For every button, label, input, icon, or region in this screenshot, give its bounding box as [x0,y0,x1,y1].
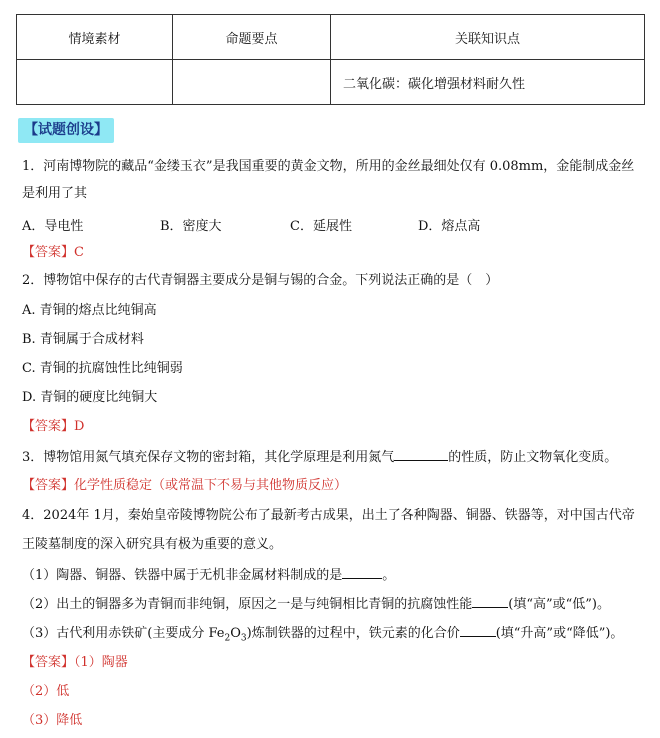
q4-sub3-subscript: 3 [240,633,247,644]
q4-sub3-blank[interactable] [460,624,496,637]
q4-sub1-end: 。 [382,568,396,583]
q1-option-d: D．熔点高 [418,219,481,234]
answer-value: （1）陶器 [74,655,128,670]
knowledge-table [16,14,645,105]
q2-option-c: C. 青铜的抗腐蚀性比纯铜弱 [22,361,183,376]
answer-value: D [74,419,85,434]
q4-sub3-o: O [230,626,241,641]
header-key-points: 命题要点 [173,15,331,60]
q4-stem-line2: 王陵墓制度的深入研究具有极为重要的意义。 [22,537,283,552]
q4-answer-2: （2）低 [22,684,70,699]
q4-sub3-text2: )炼制铁器的过程中，铁元素的化合价 [246,626,460,641]
answer-label: 【答案】 [22,655,75,670]
q1-option-c: C．延展性 [290,219,352,234]
q2-option-a: A. 青铜的熔点比纯铜高 [22,303,157,318]
q3-stem-before: 3．博物馆用氮气填充保存文物的密封箱，其化学原理是利用氮气 [22,450,395,465]
answer-label: 【答案】 [22,419,75,434]
q4-sub2-end: (填“高”或“低”)。 [508,597,611,612]
q4-sub3-text: （3）古代利用赤铁矿(主要成分 Fe [22,626,225,641]
table-row [17,60,645,105]
q2-option-b: B. 青铜属于合成材料 [22,332,144,347]
q3-answer [22,477,347,495]
cell-scenario [17,60,173,105]
q1-option-a: A．导电性 [22,219,84,234]
q4-answer [22,654,128,672]
q1-stem-line2: 是利用了其 [22,186,88,201]
answer-label: 【答案】 [22,245,75,260]
q3-stem-after: 的性质，防止文物氧化变质。 [448,450,618,465]
cell-knowledge: 二氧化碳：碳化增强材料耐久性 [331,60,645,105]
q4-sub2-text: （2）出土的铜器多为青铜而非纯铜，原因之一是与纯铜相比青铜的抗腐蚀性能 [22,597,473,612]
answer-value: C [74,245,84,260]
cell-key-points [173,60,331,105]
q4-sub2 [22,595,610,614]
q4-sub1-text: （1）陶器、铜器、铁器中属于无机非金属材料制成的是 [22,568,343,583]
q4-answer-3: （3）降低 [22,713,83,728]
header-scenario: 情境素材 [17,15,173,60]
q1-answer [22,244,84,262]
section-badge: 【试题创设】 [18,118,114,143]
answer-label: 【答案】 [22,478,75,493]
q2-answer [22,418,84,436]
answer-value: 化学性质稳定（或常温下不易与其他物质反应） [74,478,348,493]
q4-sub1-blank[interactable] [342,566,382,579]
q4-sub3-end: (填“升高”或“降低”)。 [495,626,624,641]
q3-stem [22,448,617,467]
q4-sub2-blank[interactable] [472,595,508,608]
q3-blank[interactable] [394,448,448,461]
table-header-row [17,15,645,60]
q2-option-d: D. 青铜的硬度比纯铜大 [22,390,158,405]
q4-stem-line1: 4．2024年 1月，秦始皇帝陵博物院公布了最新考古成果，出土了各种陶器、铜器、铁器等，对中国古代帝 [22,508,635,523]
q1-stem-line1: 1．河南博物院的藏品“金缕玉衣”是我国重要的黄金文物，所用的金丝最细处仅有 0.08mm，金能制成金丝 [22,159,635,174]
q1-option-b: B．密度大 [160,219,222,234]
header-knowledge: 关联知识点 [331,15,645,60]
q4-sub1 [22,566,395,585]
q4-sub3 [22,624,623,648]
q2-stem: 2．博物馆中保存的古代青铜器主要成分是铜与锡的合金。下列说法正确的是（ ） [22,273,499,288]
q4-sub3-subscript: 2 [224,633,231,644]
